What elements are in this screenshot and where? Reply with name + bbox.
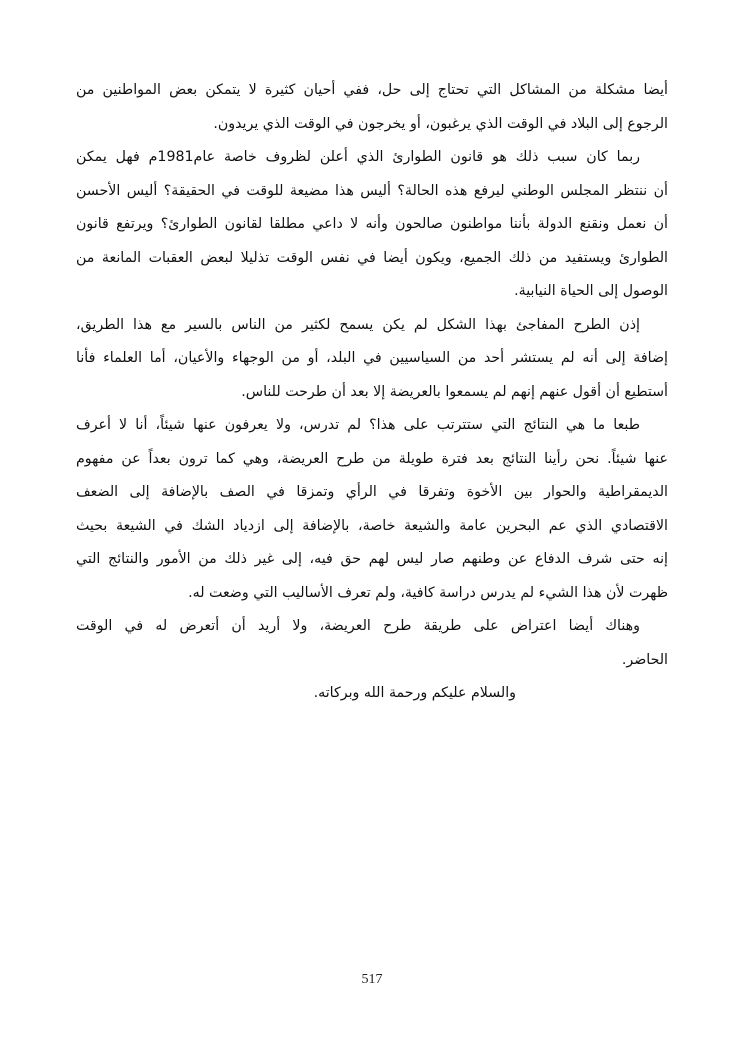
paragraph-line: أن نعمل ونقنع الدولة بأننا مواطنون صالحون وأنه لا داعي مطلقا لقانون الطوارئ؟ ويرتفع قانون <box>76 216 668 232</box>
paragraph-line: وهناك أيضا اعتراض على طريقة طرح العريضة، ولا أريد أن أتعرض له في الوقت <box>76 618 640 634</box>
closing-salutation: والسلام عليكم ورحمة الله وبركاته. <box>313 685 516 701</box>
paragraph-line: الرجوع إلى البلاد في الوقت الذي يرغبون، أو يخرجون في الوقت الذي يريدون. <box>213 115 668 132</box>
paragraph-line: طبعا ما هي النتائج التي ستترتب على هذا؟ لم تدرس، ولا يعرفون عنها شيئاً، أنا لا أعرف <box>76 417 640 433</box>
page-number: 517 <box>361 972 383 987</box>
paragraph-line: الاقتصادي الذي عم البحرين عامة والشيعة خاصة، بالإضافة إلى ازدياد الشك في الشيعة بحيث <box>76 517 668 534</box>
paragraph-line: إضافة إلى أنه لم يستشر أحد من السياسيين في البلد، أو من الوجهاء والأعيان، أما العلماء فأنا <box>76 350 668 366</box>
paragraph-line: الديمقراطية والحوار بين الأخوة وتفرقا في الرأي وتمزقا في الصف بالإضافة إلى الضعف <box>76 484 668 500</box>
paragraph-line: الطوارئ ويستفيد من ذلك الجميع، ويكون أيضا في نفس الوقت تذليلا لبعض العقبات المانعة من <box>76 249 668 266</box>
paragraph-line: ربما كان سبب ذلك هو قانون الطوارئ الذي أعلن لظروف خاصة عام1981م فهل يمكن <box>76 149 640 165</box>
paragraph-line: ظهرت لأن هذا الشيء لم يدرس دراسة كافية، ولم تعرف الأساليب التي وضعت له. <box>188 584 668 601</box>
paragraph-line: أيضا مشكلة من المشاكل التي تحتاج إلى حل، ففي أحيان كثيرة لا يتمكن بعض المواطنين من <box>76 82 668 98</box>
paragraph-line: أستطيع أن أقول عنهم إنهم لم يسمعوا بالعريضة إلا بعد أن طرحت للناس. <box>241 383 668 400</box>
body-text <box>76 74 668 711</box>
paragraph-line: الحاضر. <box>621 651 668 668</box>
paragraph-line: الوصول إلى الحياة النيابية. <box>514 283 668 299</box>
paragraph-line: عنها شيئاً. نحن رأينا النتائج بعد فترة طويلة من طرح العريضة، وهي كما ترون بعداً عن مفهوم <box>76 450 668 467</box>
paragraph-line: إذن الطرح المفاجئ بهذا الشكل لم يكن يسمح لكثير من الناس بالسير مع هذا الطريق، <box>76 316 640 333</box>
paragraph-line: أن ننتظر المجلس الوطني ليرفع هذه الحالة؟ أليس هذا مضيعة للوقت في الحقيقة؟ أليس الأحسن <box>76 182 668 199</box>
paragraph-line: إنه حتى شرف الدفاع عن وطنهم صار ليس لهم حق فيه، إلى غير ذلك من الأمور والنتائج التي <box>76 551 668 567</box>
